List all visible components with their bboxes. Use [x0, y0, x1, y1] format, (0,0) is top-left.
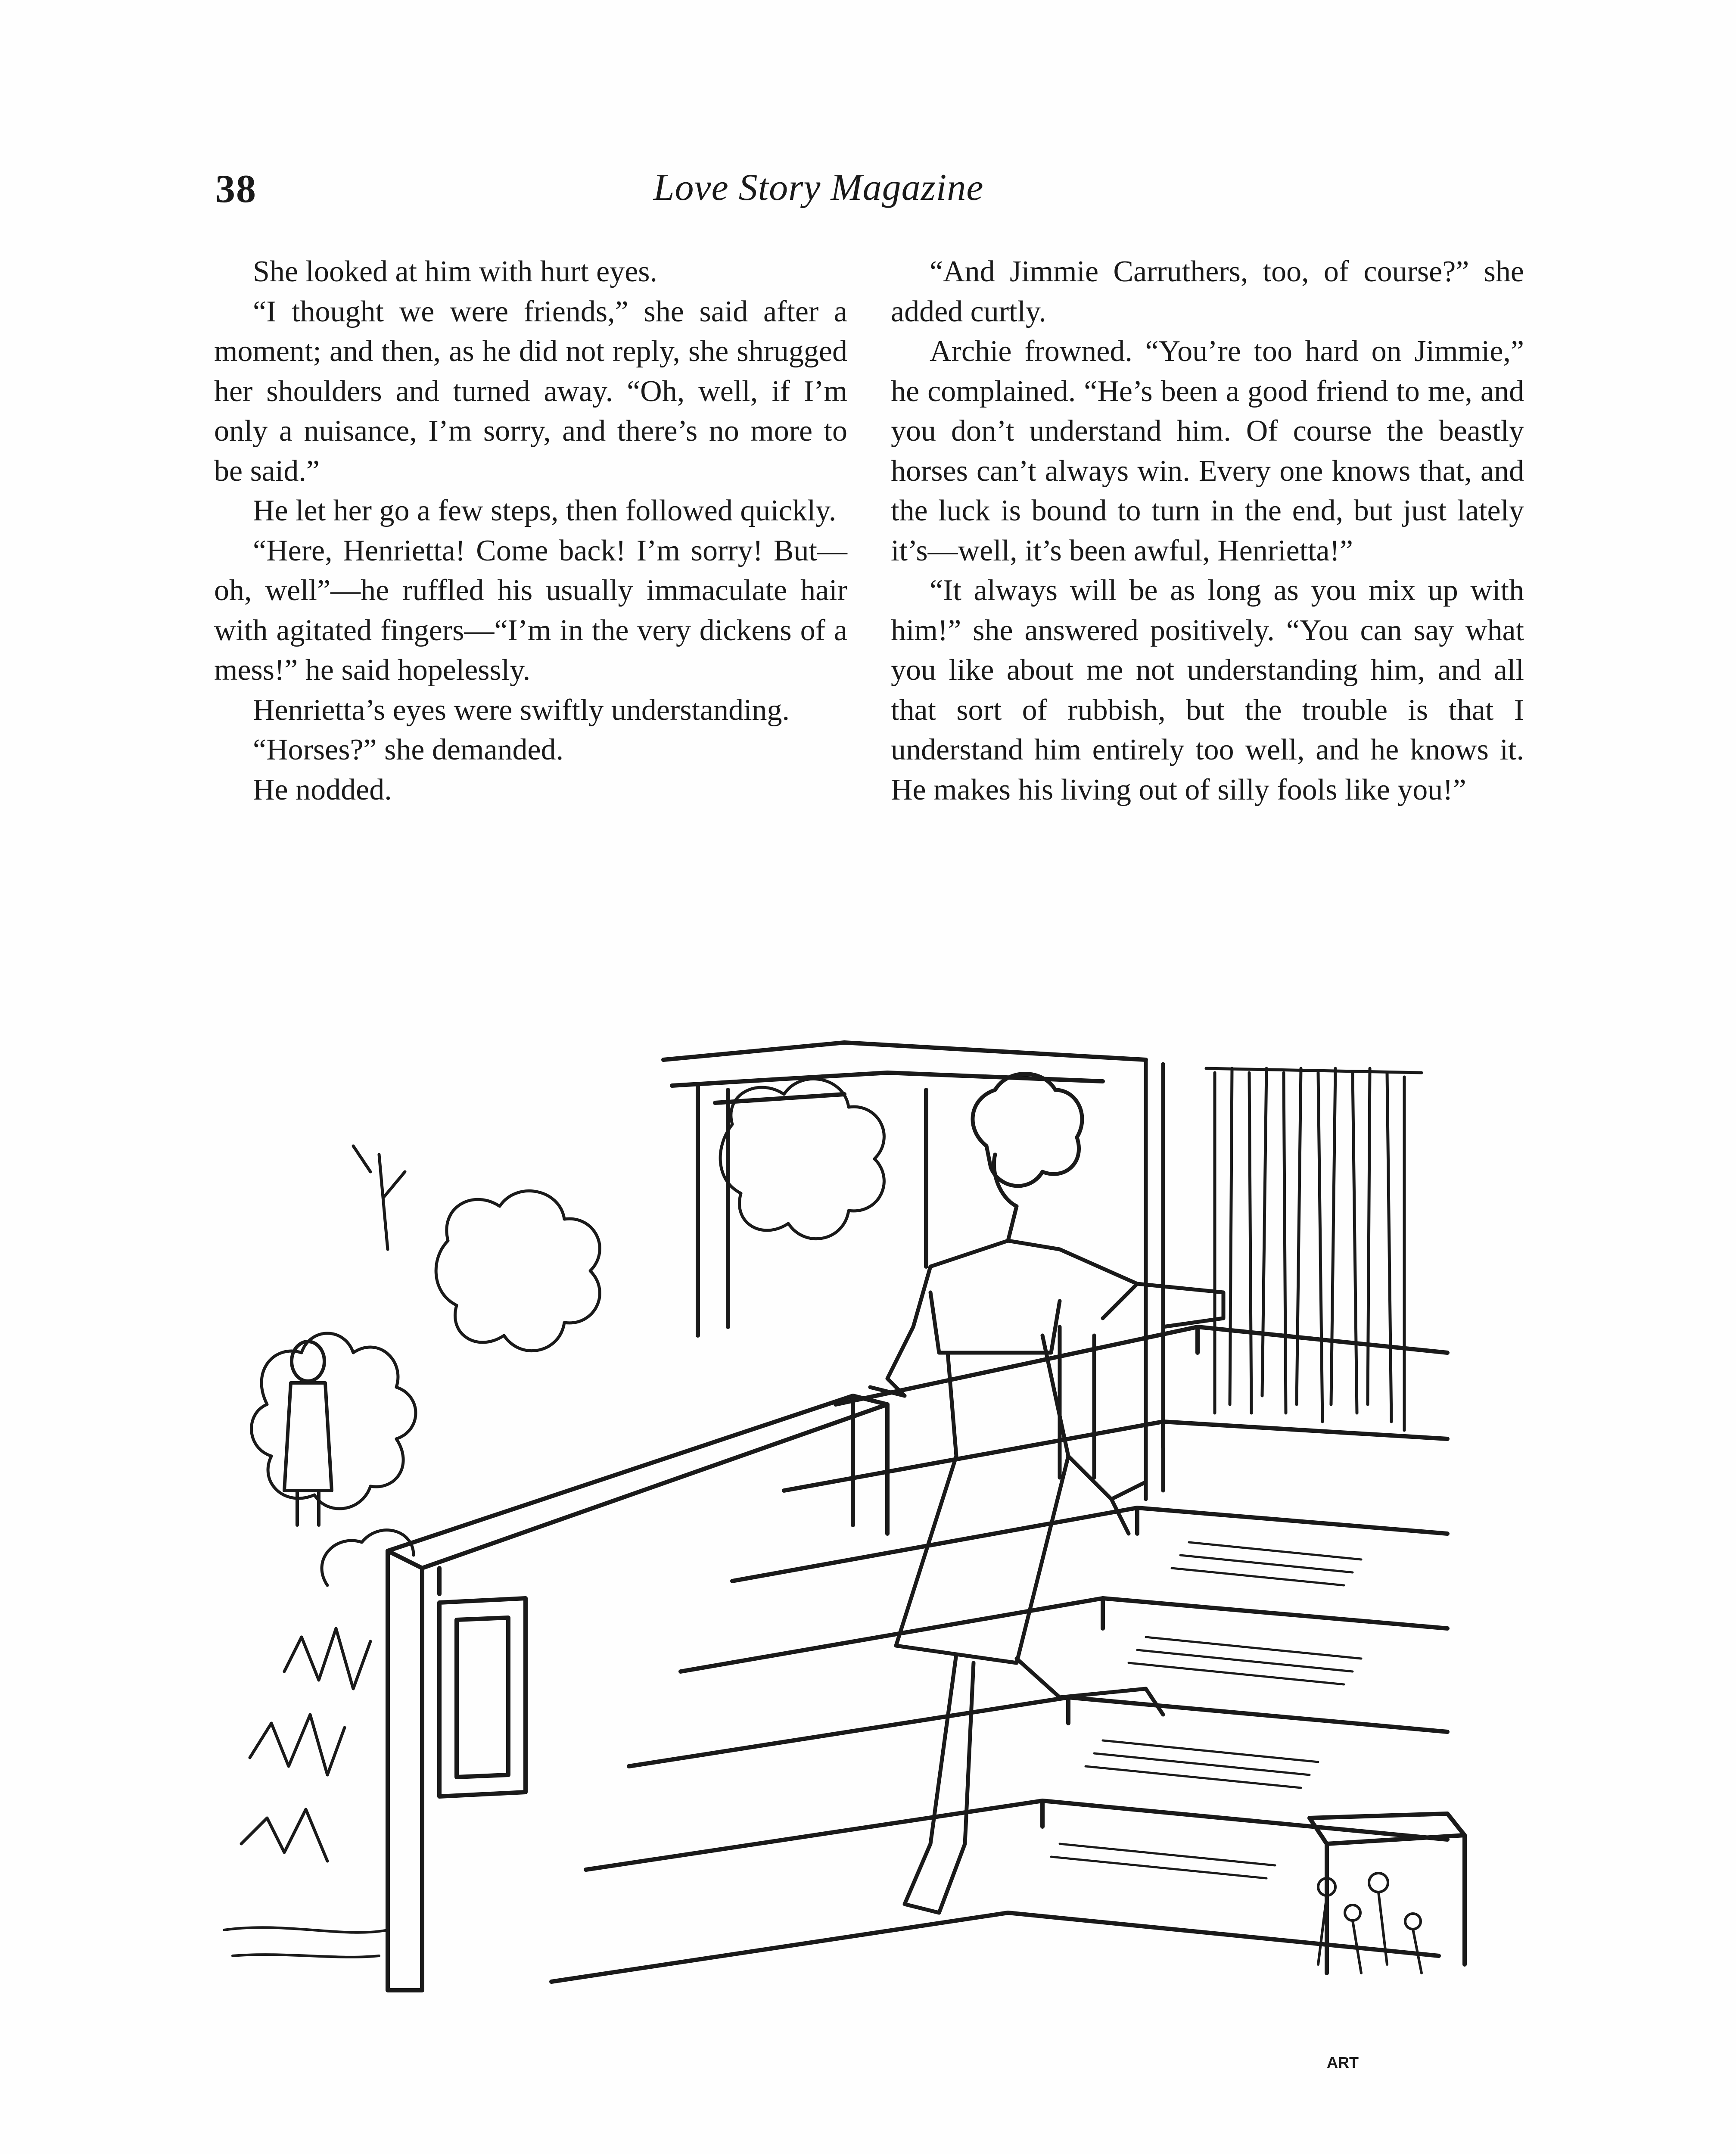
henrietta-figure: [870, 1074, 1223, 1913]
text-column-left: [214, 252, 847, 810]
text-column-right: [891, 252, 1524, 810]
curtains: [1206, 1068, 1422, 1430]
story-illustration: [198, 1025, 1534, 2145]
shrubbery: [241, 1079, 884, 1861]
paragraph: Archie frowned. “You’re too hard on Jimmie,” he complained. “He’s been a good friend to me, and you don’t understand him. Of course the beastly horses can’t always win. Every one knows that, and the luck is bound to turn in the end, but just lately it’s—well, it’s been awful, Henrietta!”: [891, 335, 1524, 567]
paragraph: Henrietta’s eyes were swiftly understanding.: [253, 693, 790, 727]
artist-signature: ART: [1327, 2054, 1359, 2071]
paragraph: He let her go a few steps, then followed quickly.: [253, 494, 837, 527]
door-frame: [1060, 1060, 1163, 1499]
paragraph: She looked at him with hurt eyes.: [253, 255, 658, 288]
paragraph: “And Jimmie Carruthers, too, of course?” she added curtly.: [891, 255, 1524, 328]
ground: [224, 1927, 388, 1957]
paragraph: “Horses?” she demanded.: [253, 733, 564, 766]
running-head-title: Love Story Magazine: [653, 167, 984, 209]
page-number: 38: [215, 167, 257, 211]
paragraph: He nodded.: [253, 773, 392, 806]
flowers: [1318, 1873, 1422, 1973]
paragraph: “It always will be as long as you mix up with him!” she answered positively. “You can say what you like about me not understanding him, and all that sort of rubbish, but the trouble is that I understand him entirely too well, and he knows it. He makes his living out of silly fools like you!”: [891, 574, 1524, 806]
paragraph: “I thought we were friends,” she said after a moment; and then, as he did not reply, she shrugged her shoulders and turned away. “Oh, well, if I’m only a nuisance, I’m sorry, and there’s no more to be said.”: [214, 295, 847, 488]
paragraph: “Here, Henrietta! Come back! I’m sorry! But—oh, well”—he ruffled his usually immaculate hair with agitated fingers—“I’m in the very dickens of a mess!” he said hopelessly.: [214, 534, 847, 687]
